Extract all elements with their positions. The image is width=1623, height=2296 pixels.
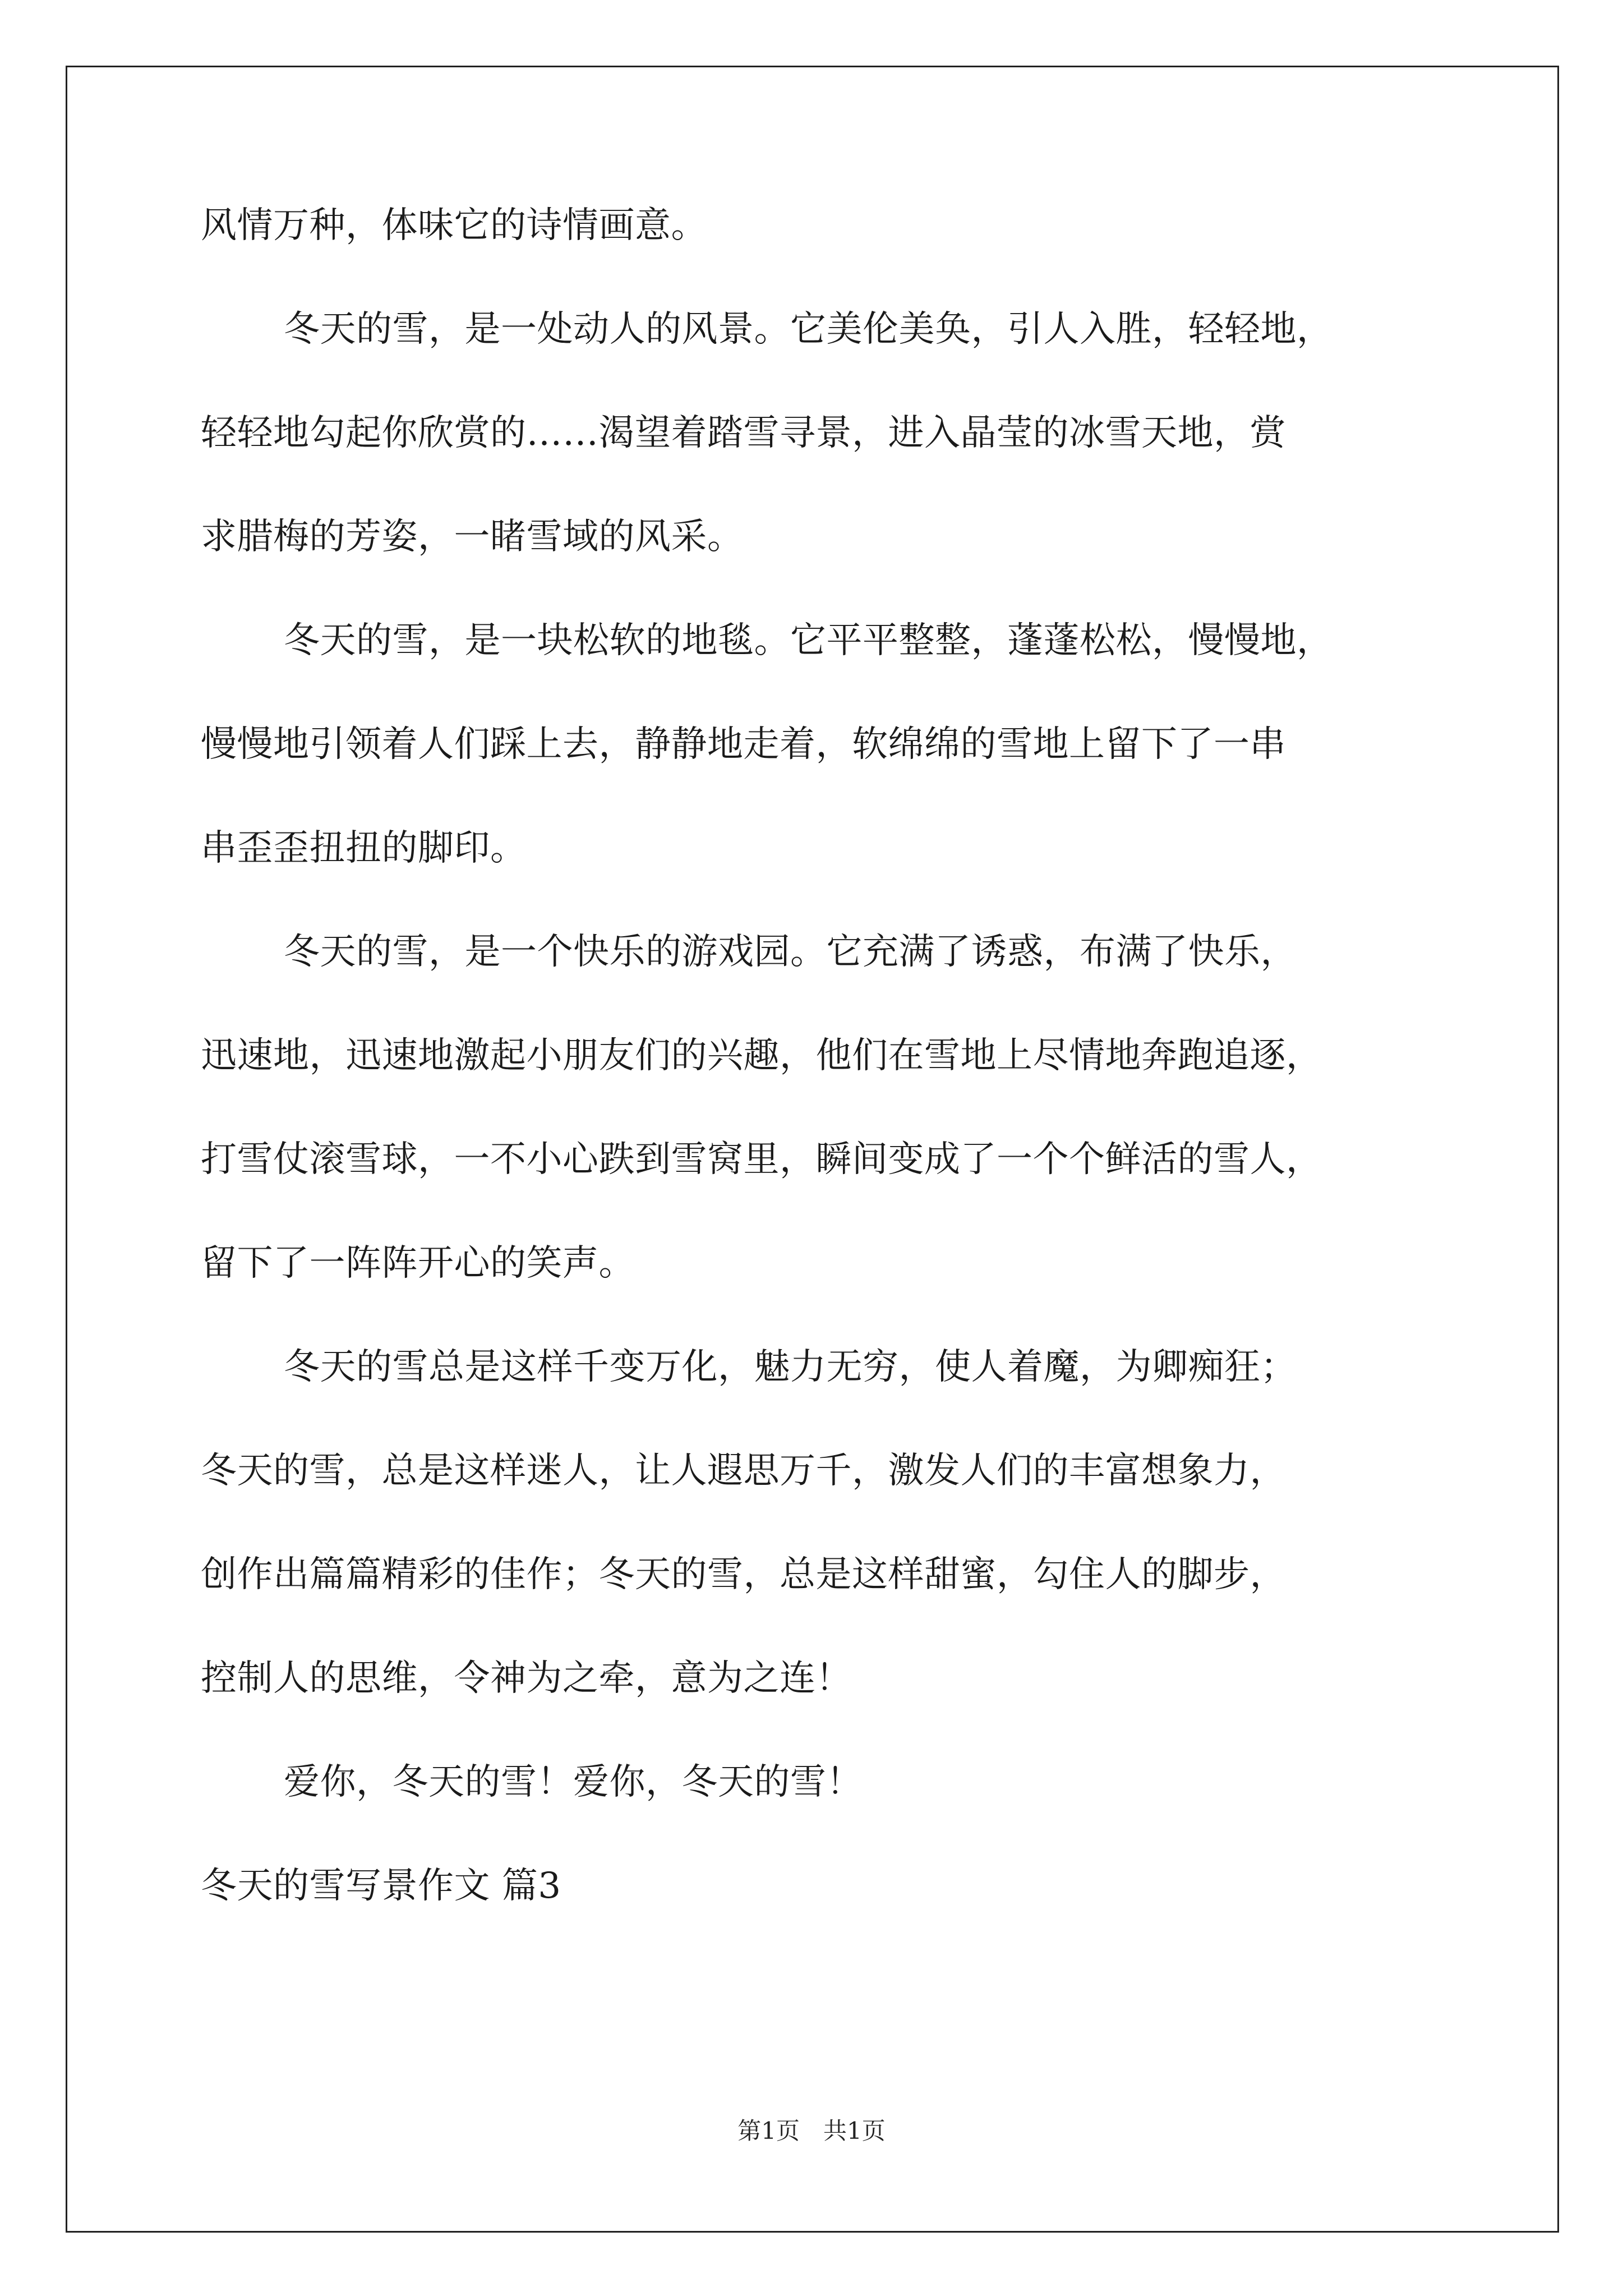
- text-line: 控制人的思维，令神为之牵，意为之连！: [201, 1658, 852, 1699]
- page-footer: 第1页 共1页: [737, 2117, 886, 2145]
- paragraph-first-line: 冬天的雪，是一个快乐的游戏园。它充满了诱惑，布满了快乐，: [284, 931, 1297, 973]
- paragraph-first-line: 冬天的雪总是这样千变万化，魅力无穷，使人着魔，为卿痴狂；: [284, 1346, 1297, 1388]
- text-line: 迅速地，迅速地激起小朋友们的兴趣，他们在雪地上尽情地奔跑追逐，: [201, 1035, 1322, 1076]
- text-line: 冬天的雪，总是这样迷人，让人遐思万千，激发人们的丰富想象力，: [201, 1450, 1286, 1492]
- paragraph-first-line: 冬天的雪，是一块松软的地毯。它平平整整，蓬蓬松松，慢慢地，: [284, 620, 1333, 661]
- text-line: 创作出篇篇精彩的佳作；冬天的雪，总是这样甜蜜，勾住人的脚步，: [201, 1554, 1286, 1595]
- text-line: 慢慢地引领着人们踩上去，静静地走着，软绵绵的雪地上留下了一串: [201, 724, 1286, 765]
- text-line: 打雪仗滚雪球，一不小心跌到雪窝里，瞬间变成了一个个鲜活的雪人，: [201, 1139, 1322, 1180]
- text-line: 风情万种，体味它的诗情画意。: [201, 205, 707, 246]
- section-heading: 冬天的雪写景作文 篇3: [201, 1865, 561, 1907]
- text-line: 留下了一阵阵开心的笑声。: [201, 1243, 635, 1284]
- text-line: 求腊梅的芳姿，一睹雪域的风采。: [201, 516, 744, 558]
- text-line: 串歪歪扭扭的脚印。: [201, 827, 527, 869]
- paragraph-first-line: 冬天的雪，是一处动人的风景。它美伦美奂，引人入胜，轻轻地，: [284, 309, 1333, 350]
- paragraph-first-line: 爱你，冬天的雪！爱你，冬天的雪！: [284, 1761, 863, 1803]
- text-line: 轻轻地勾起你欣赏的……渴望着踏雪寻景，进入晶莹的冰雪天地，赏: [201, 412, 1286, 454]
